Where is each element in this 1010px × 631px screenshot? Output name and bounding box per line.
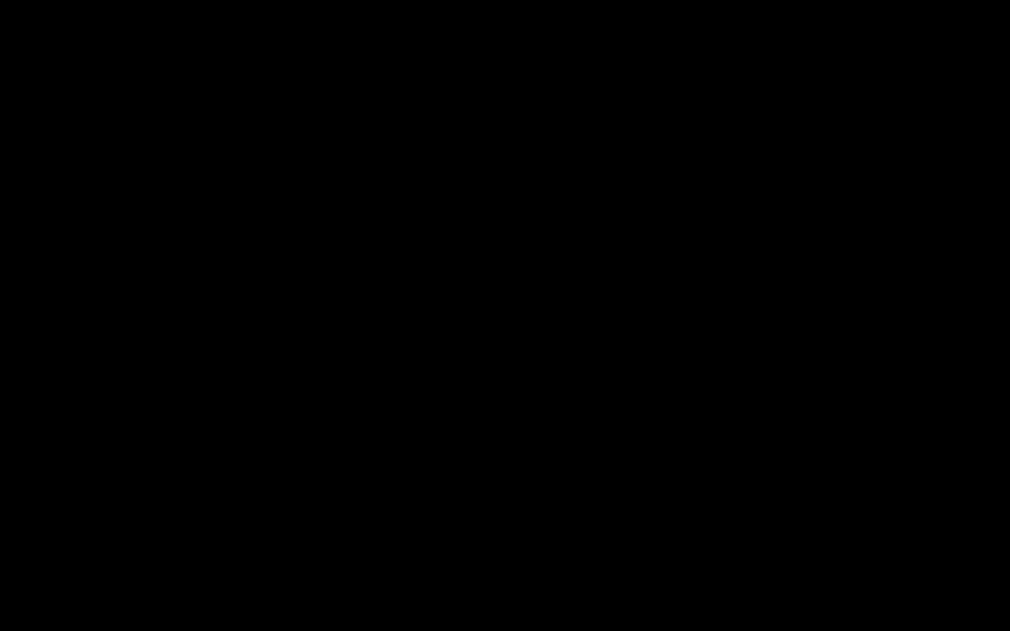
row-num: 10 (39, 446, 53, 461)
row-num: 4 (42, 173, 50, 188)
row-subject: Математика (92, 446, 159, 461)
row-subject: Чтение, понимание текста (92, 43, 238, 58)
row-max-score: 1 (895, 210, 902, 225)
header-num: № задания (16, 3, 76, 18)
row-num: 9 (42, 391, 50, 406)
row-skill: Умение выявить, установить и продолжить закономерность в ряду чисел (298, 247, 702, 262)
row-num: 7-8 (37, 336, 55, 351)
row-num: 6 (1-3) (28, 285, 64, 300)
row-max-score: 2 (895, 336, 902, 351)
summary-label: Итого (92, 501, 125, 516)
row-max-score: 1 (895, 247, 902, 262)
row-subject: Чтение, понимание текста (92, 118, 238, 133)
total-value: 14 (895, 611, 908, 626)
row-skill: Умение пересчитать предметы в пределах 10, записать результат с помощью цифр (298, 210, 755, 225)
row-subject: Математика (92, 247, 159, 262)
row-max-score: 1 (895, 173, 902, 188)
row-num: 3 (42, 118, 50, 133)
row-skill: Умение выявить соответствие формулировки задания последовательности содержания событийный ряд (298, 118, 853, 151)
row-max-score: 3 (895, 285, 902, 300)
header-max-score: Максимальный балл (884, 3, 998, 18)
row-max-score: 1 (895, 391, 902, 406)
row-num: 1 (42, 43, 50, 58)
row-skill: Умение определять место числа в натуральном ряду. Умение сравнивать числа и величины, заданные в неявной форме (298, 446, 869, 479)
total-text: Итого максимальный балл за работу – 14 баллов (298, 611, 567, 626)
row-max-score: 1 (895, 446, 902, 461)
header-subject: Учебный предмет, тема (126, 3, 258, 18)
row-num: 2 (42, 81, 50, 96)
row-skill: Умение сравнивать числа в пределах 10 с помощью знаков сравнения (298, 173, 684, 188)
row-max-score: 1 (895, 118, 902, 133)
row-subject: Математика (92, 210, 159, 225)
row-max-score: Не оценивается (872, 43, 959, 58)
row-subject: Математика (92, 173, 159, 188)
row-skill: Наличие первоначальных представлений о природных объектах, умение выявлять признаки сходства и различия предметов (298, 336, 870, 369)
row-num: 5(2) (35, 247, 57, 262)
row-subject: Письмо (92, 285, 135, 300)
header-skill: Проверяемые умения (524, 3, 644, 18)
row-skill: Чтение про себя печатного текста не менее 15 слов в минуту (298, 43, 634, 58)
row-max-score: 2 (895, 81, 902, 96)
row-subject: Математика (92, 391, 159, 406)
row-subject: Окружающий мир (92, 336, 194, 351)
summary-text: 6 заданий основной части (базовый уровень). Максимальный балл: 9; 4 задания дополнительной части (повышенный уровень). Максимальный балл 4. ВАЖНО! 1 балл дополнительный (поощрительный) за самостоятельность выполнения работы (298, 501, 869, 552)
row-skill: Умение правильно списать заданное предложение печатным шрифтом без ошибок, пропусков, искажения букв. (298, 81, 823, 114)
row-skill: Способность сопоставить и анализировать пространственные отношения между предметами (298, 391, 816, 406)
row-skill: Умение делить слова на слоги, определять ударный слог, выделять звуковой состав слова (298, 285, 793, 300)
row-num: 5(1) (35, 210, 57, 225)
row-subject: Письмо (92, 81, 135, 96)
